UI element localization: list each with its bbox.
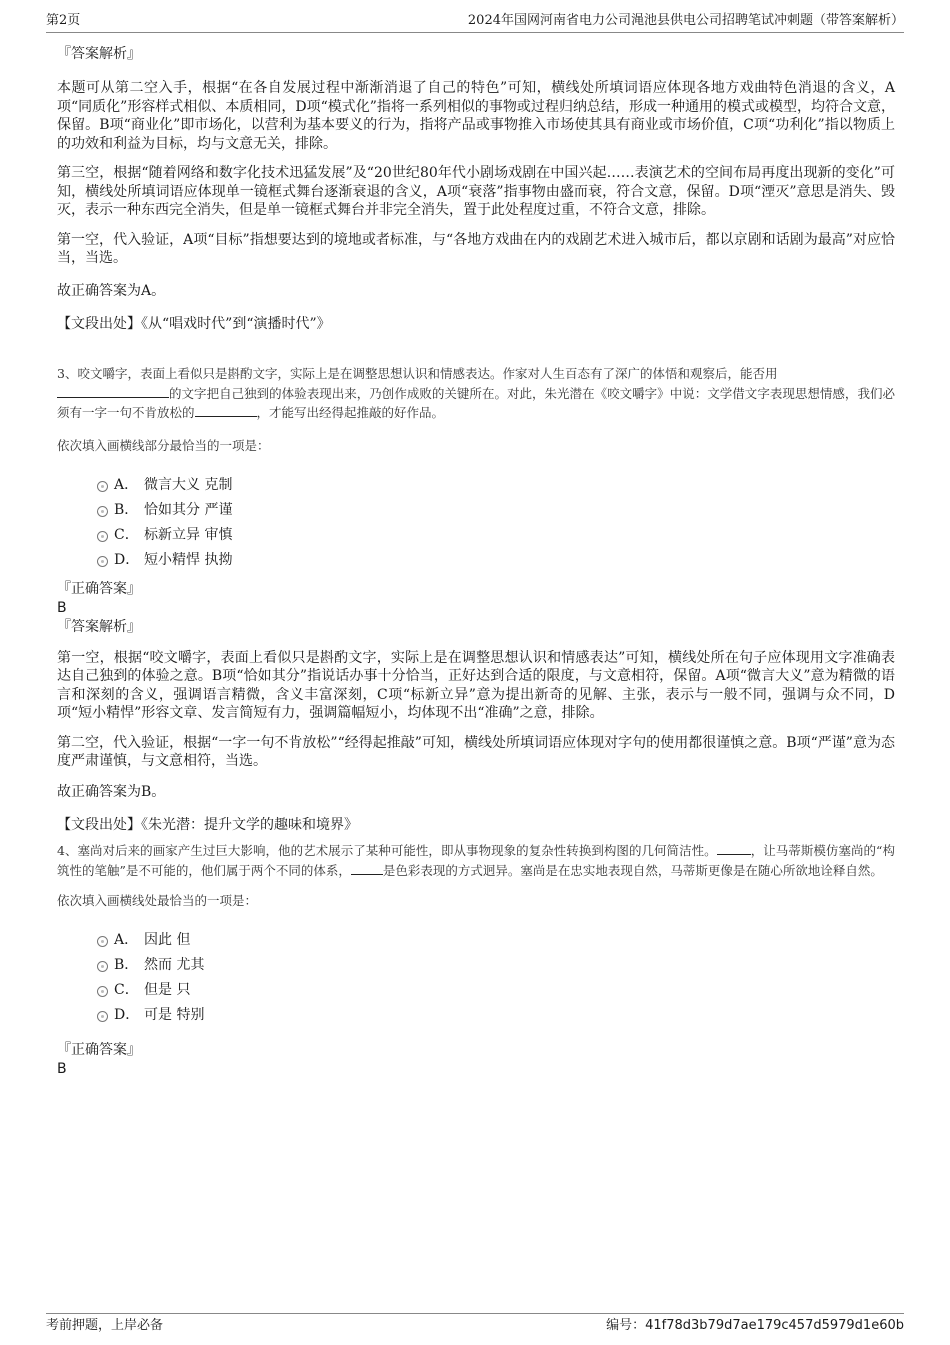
document-title: 2024年国网河南省电力公司渑池县供电公司招聘笔试冲刺题（带答案解析） bbox=[467, 13, 904, 28]
option-a[interactable]: A． 因此 但 bbox=[57, 928, 895, 953]
analysis-paragraph: 第三空，根据“随着网络和数字化技术迅猛发展”及“20世纪80年代小剧场戏剧在中国兴起……表演艺术的空间布局再度出现新的变化”可知，横线处所填词语应体现单一镜框式舞台逐渐衰退的含义，A项“衰落”指事物由盛而衰，符合文意，保留。D项“湮灭”意思是消失、毁灭，表示一种东西完全消失，但是单一镜框式舞台并非完全消失，置于此处程度过重，不符合文意，排除。 bbox=[57, 165, 895, 218]
page-footer bbox=[46, 1313, 904, 1334]
answer-blank bbox=[351, 862, 383, 875]
option-b[interactable]: B． 然而 尤其 bbox=[57, 953, 895, 978]
option-a[interactable]: A． 微言大义 克制 bbox=[57, 473, 895, 498]
analysis-label: 『答案解析』 bbox=[57, 46, 141, 62]
footer-slogan: 考前押题，上岸必备 bbox=[46, 1318, 164, 1333]
answer-blank bbox=[717, 842, 751, 855]
analysis-paragraph: 第一空，根据“咬文嚼字，表面上看似只是斟酌文字，实际上是在调整思想认识和情感表达”可知，横线处所在句子应体现用文字准确表达自己独到的体验之意。B项“恰如其分”指说话办事十分恰当，正好达到合适的限度，与文意相符，保留。A项“微言大义”意为精微的语言和深刻的含义，强调语言精微，含义丰富深刻，C项“标新立异”意为提出新奇的见解、主张，表示与一般不同，强调与众不同，D项“短小精悍”形容文章、发言简短有力，强调篇幅短小，均体现不出“准确”之意，排除。 bbox=[57, 649, 895, 721]
correct-answer-value: B bbox=[57, 599, 67, 616]
analysis-paragraph: 本题可从第二空入手，根据“在各自发展过程中渐渐消退了自己的特色”可知，横线处所填词语应体现各地方戏曲特色消退的含义，A项“同质化”形容样式相似、本质相同，D项“模式化”指将一系列相似的事物或过程归纳总结，形成一种通用的模式或模型，均符合文意，保留。B项“商业化”即市场化，以营利为基本要义的行为，指将产品或事物推入市场使其具有商业或市场价值，C项“功利化”指以物质上的功效和利益为目标，均与文意无关，排除。 bbox=[57, 80, 895, 152]
answer-blank bbox=[195, 404, 257, 417]
correct-answer-value: B bbox=[57, 1061, 67, 1077]
page-content bbox=[57, 44, 895, 1078]
question-3-options bbox=[57, 473, 895, 573]
question-3-prompt: 依次填入画横线部分最恰当的一项是： bbox=[57, 437, 270, 453]
radio-button-icon[interactable] bbox=[97, 531, 108, 542]
passage-source: 【文段出处】《朱光潜：提升文学的趣味和境界》 bbox=[57, 817, 358, 833]
correct-answer-label: 『正确答案』 bbox=[57, 580, 141, 597]
radio-button-icon[interactable] bbox=[97, 506, 108, 517]
question-3-text: 3、咬文嚼字，表面上看似只是斟酌文字，实际上是在调整思想认识和情感表达。作家对人生百态有了深广的体悟和观察后，能否用 的文字把自己独到的体验表现出来，乃创作成败的关键所在。对此，朱光潜在《咬文嚼字》中说：文学借文字表现思想情感，我们必须有一字一句不肯放松的 ，才能写出经得起推敲的好作品。 bbox=[57, 366, 895, 420]
analysis-paragraph: 第二空，代入验证，根据“一字一句不肯放松”“经得起推敲”可知，横线处所填词语应体现对字句的使用都很谨慎之意。B项“严谨”意为态度严肃谨慎，与文意相符，当选。 bbox=[57, 734, 895, 769]
analysis-label: 『答案解析』 bbox=[57, 618, 141, 635]
analysis-paragraph: 第一空，代入验证，A项“目标”指想要达到的境地或者标准，与“各地方戏曲在内的戏剧艺术进入城市后，都以京剧和话剧为最高”对应恰当，当选。 bbox=[57, 231, 895, 266]
option-d[interactable]: D． 可是 特别 bbox=[57, 1003, 895, 1028]
page-number: 第2页 bbox=[46, 13, 81, 28]
radio-button-icon[interactable] bbox=[97, 556, 108, 567]
question-4-options bbox=[57, 928, 895, 1028]
radio-button-icon[interactable] bbox=[97, 1011, 108, 1022]
radio-button-icon[interactable] bbox=[97, 936, 108, 947]
conclusion-paragraph: 故正确答案为B。 bbox=[57, 783, 166, 800]
option-c[interactable]: C． 但是 只 bbox=[57, 978, 895, 1003]
page-header bbox=[46, 12, 904, 33]
passage-source: 【文段出处】《从“唱戏时代”到“演播时代”》 bbox=[57, 316, 331, 332]
option-d[interactable]: D． 短小精悍 执拗 bbox=[57, 548, 895, 573]
answer-blank bbox=[57, 385, 169, 398]
correct-answer-label: 『正确答案』 bbox=[57, 1042, 141, 1058]
radio-button-icon[interactable] bbox=[97, 986, 108, 997]
option-b[interactable]: B． 恰如其分 严谨 bbox=[57, 498, 895, 523]
question-4-text: 4、塞尚对后来的画家产生过巨大影响，他的艺术展示了某种可能性，即从事物现象的复杂性转换到构图的几何简洁性。 ，让马蒂斯模仿塞尚的“构筑性的笔触”是不可能的，他们属于两个不同的体系， 是色彩表现的方式迥异。塞尚是在忠实地表现自然，马蒂斯更像是在随心所欲地诠释自然。 bbox=[57, 843, 895, 878]
conclusion-paragraph: 故正确答案为A。 bbox=[57, 282, 166, 299]
radio-button-icon[interactable] bbox=[97, 481, 108, 492]
document-id: 编号：41f78d3b79d7ae179c457d5979d1e60b bbox=[606, 1318, 904, 1333]
question-4-prompt: 依次填入画横线处最恰当的一项是： bbox=[57, 893, 258, 908]
option-c[interactable]: C． 标新立异 审慎 bbox=[57, 523, 895, 548]
radio-button-icon[interactable] bbox=[97, 961, 108, 972]
